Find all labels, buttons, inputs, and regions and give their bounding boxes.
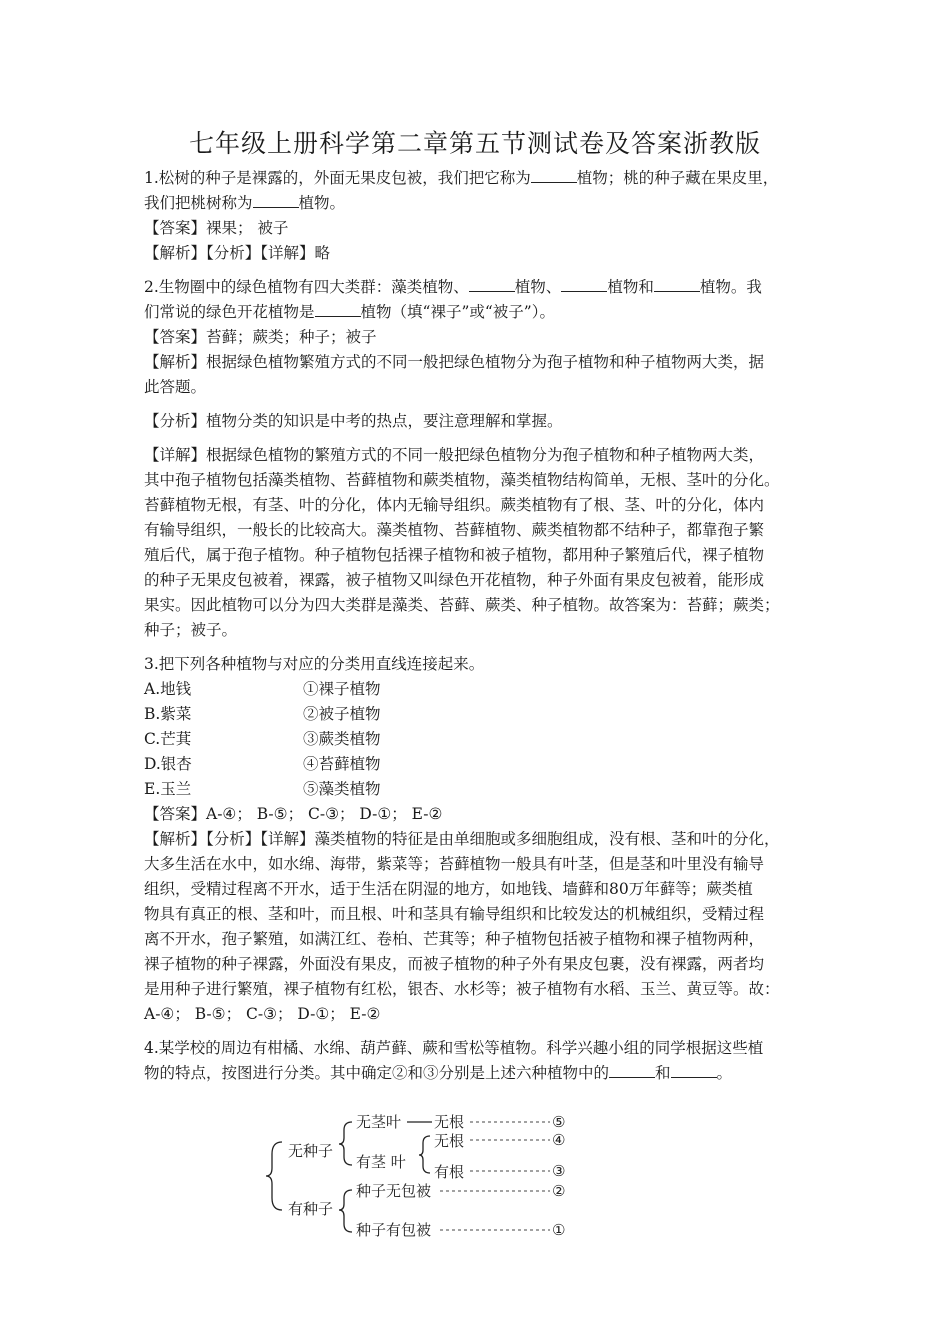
brace-stem-leaf xyxy=(419,1136,430,1173)
q2-analysis-1: 【解析】根据绿色植物繁殖方式的不同一般把绿色植物分为孢子植物和种子植物两大类，据 xyxy=(144,353,765,371)
q1-answer: 【答案】裸果； 被子 xyxy=(144,219,289,237)
q2-answer: 【答案】苔藓；蕨类；种子；被子 xyxy=(144,328,377,346)
q3-analysis-6: 裸子植物的种子裸露，外面没有果皮，而被子植物的种子外有果皮包裹，没有裸露，两者均 xyxy=(144,955,765,973)
q3-analysis-2: 大多生活在水中，如水绵、海带，紫菜等；苔藓植物一般具有叶茎，但是茎和叶里没有输导 xyxy=(144,855,765,873)
q3-answer: 【答案】A-④； B-⑤； C-③； D-①； E-② xyxy=(144,805,443,823)
q3-analysis-1: 【解析】【分析】【详解】藻类植物的特征是由单细胞或多细胞组成，没有根、茎和叶的分化， xyxy=(144,830,780,848)
page-title: 七年级上册科学第二章第五节测试卷及答案浙教版 xyxy=(188,129,761,158)
q2-detail-2: 其中孢子植物包括藻类植物、苔藓植物和蕨类植物，藻类植物结构简单，无根、茎叶的分化。 xyxy=(144,471,780,489)
q3-row-b: B.紫菜 ②被子植物 xyxy=(144,705,381,723)
q2-detail-3: 苔藓植物无根，有茎、叶的分化，体内无输导组织。蕨类植物有了根、茎、叶的分化，体内 xyxy=(144,496,765,514)
q2-detail-7: 果实。因此植物可以分为四大类群是藻类、苔藓、蕨类、种子植物。故答案为：苔藓；蕨类； xyxy=(144,596,780,614)
q2-line2: 们常说的绿色开花植物是 植物（填“裸子”或“被子”）。 xyxy=(144,303,555,321)
outer-brace xyxy=(266,1142,282,1210)
q1-line1: 1.松树的种子是裸露的，外面无果皮包被，我们把它称为 植物；桃的种子藏在果皮里， xyxy=(144,169,779,187)
label-has-stem-leaf: 有茎 叶 xyxy=(356,1153,406,1171)
num-1: ① xyxy=(552,1221,566,1239)
q3-analysis-7: 是用种子进行繁殖，裸子植物有红松，银杏、水杉等；被子植物有水稻、玉兰、黄豆等。故： xyxy=(144,980,780,998)
q2-fenxi: 【分析】植物分类的知识是中考的热点，要注意理解和掌握。 xyxy=(144,412,563,430)
q3-analysis-3: 组织，受精过程离不开水，适于生活在阴湿的地方，如地钱、墙藓和80万年藓等；蕨类植 xyxy=(144,880,753,898)
q3-row-a: A.地钱 ①裸子植物 xyxy=(144,680,381,698)
q2-detail-6: 的种子无果皮包被着，裸露，被子植物又叫绿色开花植物，种子外面有果皮包被着，能形成 xyxy=(144,571,765,589)
brace-has-seed xyxy=(339,1190,352,1232)
q3-stem: 3.把下列各种植物与对应的分类用直线连接起来。 xyxy=(144,655,485,673)
q1-line2: 我们把桃树称为 植物。 xyxy=(144,194,346,212)
brace-no-seed xyxy=(339,1122,352,1165)
classification-diagram xyxy=(260,1102,580,1247)
label-seed-bare: 种子无包被 xyxy=(356,1182,432,1200)
num-4: ④ xyxy=(552,1131,566,1149)
q3-analysis-8: A-④； B-⑤； C-③； D-①； E-② xyxy=(144,1005,381,1023)
label-no-seed: 无种子 xyxy=(288,1142,334,1160)
label-no-root-1: 无根 xyxy=(434,1113,465,1131)
q2-line1: 2.生物圈中的绿色植物有四大类群：藻类植物、 植物、 植物和 植物。我 xyxy=(144,278,762,296)
q2-analysis-2: 此答题。 xyxy=(144,378,207,396)
label-has-seed: 有种子 xyxy=(288,1200,334,1218)
q2-detail-4: 有输导组织，一般长的比较高大。藻类植物、苔藓植物、蕨类植物都不结种子，都靠孢子繁 xyxy=(144,521,765,539)
q3-row-e: E.玉兰 ⑤藻类植物 xyxy=(144,780,381,798)
num-5: ⑤ xyxy=(552,1113,566,1131)
q1-analysis: 【解析】【分析】【详解】略 xyxy=(144,244,331,262)
q4-line2: 物的特点，按图进行分类。其中确定②和③分别是上述六种植物中的 和 。 xyxy=(144,1064,733,1082)
q2-detail-5: 殖后代，属于孢子植物。种子植物包括裸子植物和被子植物，都用种子繁殖后代，裸子植物 xyxy=(144,546,765,564)
num-3: ③ xyxy=(552,1162,566,1180)
label-no-root-2: 无根 xyxy=(434,1132,465,1150)
label-seed-covered: 种子有包被 xyxy=(356,1221,432,1239)
q2-detail-8: 种子；被子。 xyxy=(144,621,238,639)
q2-detail-1: 【详解】根据绿色植物的繁殖方式的不同一般把绿色植物分为孢子植物和种子植物两大类， xyxy=(144,446,765,464)
label-has-root: 有根 xyxy=(434,1163,465,1181)
label-no-stem-leaf: 无茎叶 xyxy=(356,1113,402,1131)
q3-analysis-5: 离不开水，孢子繁殖，如满江红、卷柏、芒萁等；种子植物包括被子植物和裸子植物两种， xyxy=(144,930,765,948)
q3-row-c: C.芒萁 ③蕨类植物 xyxy=(144,730,381,748)
q4-line1: 4.某学校的周边有柑橘、水绵、葫芦藓、蕨和雪松等植物。科学兴趣小组的同学根据这些植 xyxy=(144,1039,764,1057)
num-2: ② xyxy=(552,1182,566,1200)
q3-row-d: D.银杏 ④苔藓植物 xyxy=(144,755,381,773)
q3-analysis-4: 物具有真正的根、茎和叶，而且根、叶和茎具有输导组织和比较发达的机械组织，受精过程 xyxy=(144,905,765,923)
